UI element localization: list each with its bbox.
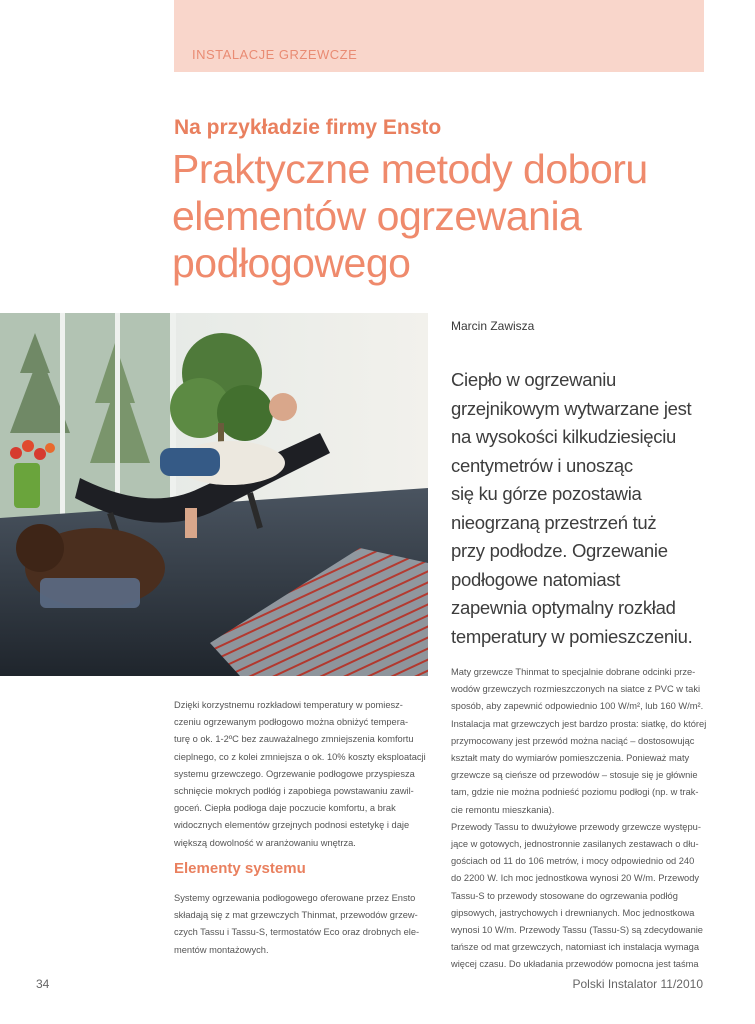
body-line: widocznych elementów grzejnych podnosi estetykę i daje	[174, 820, 410, 831]
body-line: tańsze od mat grzewczych, natomiast ich instalacja wymaga	[451, 942, 700, 953]
body-paragraph-intro	[174, 697, 428, 852]
lead-line: grzejnikowym wytwarzane jest	[451, 397, 692, 419]
body-paragraph-right	[451, 664, 713, 974]
body-line: Tassu-S to przewody stosowane do ogrzewania podłóg	[451, 890, 678, 901]
body-line: składają się z mat grzewczych Thinmat, przewodów grzew-	[174, 910, 418, 921]
body-line: Instalacja mat grzewczych jest bardzo prosta: siatkę, do której	[451, 718, 707, 729]
lead-paragraph	[451, 366, 721, 651]
body-line: tam, gdzie nie można podnieść poziomu podłogi (np. w trak-	[451, 787, 699, 798]
article-photo	[0, 313, 428, 676]
body-line: więcej czasu. Do układania przewodów pomocna jest taśma	[451, 959, 699, 970]
title-line: Praktyczne metody doboru	[172, 146, 648, 192]
body-line: turę o ok. 1-2ºC bez zauważalnego zmniejszenia komfortu	[174, 734, 414, 745]
body-line: gościach od 11 do 106 metrów, i mocy odpowiednio od 240	[451, 856, 695, 867]
lead-line: Ciepło w ogrzewaniu	[451, 369, 617, 390]
section-subheading: Elementy systemu	[174, 860, 306, 877]
lead-line: temperatury w pomieszczeniu.	[451, 625, 693, 647]
lead-line: na wysokości kilkudziesięciu	[451, 426, 677, 447]
body-line: Przewody Tassu to dwużyłowe przewody grzewcze występu-	[451, 821, 701, 832]
body-line: większą dowolność w aranżowaniu wnętrza.	[174, 837, 356, 848]
body-line: cieplnego, co z kolei zmniejsza o ok. 10% koszty eksploatacji	[174, 751, 426, 762]
body-line: czeniu ogrzewanym podłogowo można obniżyć tempera-	[174, 717, 409, 728]
article-title	[172, 146, 712, 287]
body-line: gipsowych, jastrychowych i drewnianych. Moc jednostkowa	[451, 907, 695, 918]
body-line: wynosi 10 W/m. Przewody Tassu (Tassu-S) są zdecydowanie	[451, 925, 703, 936]
body-line: do 2200 W. Ich moc jednostkowa wynosi 20 W/m. Przewody	[451, 873, 700, 884]
lead-line: centymetrów i unosząc	[451, 454, 633, 476]
body-line: systemu grzewczego. Ogrzewanie podłogowe przyspiesza	[174, 768, 415, 779]
author-name: Marcin Zawisza	[451, 319, 535, 333]
body-paragraph-elements	[174, 890, 428, 959]
body-line: jące w gotowych, jednostronnie zasilanych zestawach o dłu-	[451, 839, 699, 850]
page-number: 34	[36, 977, 50, 991]
journal-issue: Polski Instalator 11/2010	[572, 977, 703, 991]
body-line: przymocowany jest przewód można naciąć – dostosowując	[451, 735, 695, 746]
title-line: podłogowego	[172, 240, 411, 286]
lead-line: przy podłodze. Ogrzewanie	[451, 540, 668, 561]
lead-line: zapewnia optymalny rozkład	[451, 597, 676, 618]
body-line: czych Tassu i Tassu-S, termostatów Eco oraz drobnych ele-	[174, 927, 420, 938]
lead-line: się ku górze pozostawia	[451, 483, 642, 504]
body-line: wodów grzewczych rozmieszczonych na siatce z PVC w taki	[451, 684, 701, 695]
article-kicker: Na przykładzie firmy Ensto	[174, 116, 442, 139]
body-line: mentów montażowych.	[174, 944, 269, 955]
body-line: grzewcze są cieńsze od przewodów – stosuje się je głównie	[451, 770, 698, 781]
body-line: Systemy ogrzewania podłogowego oferowane przez Ensto	[174, 893, 416, 903]
body-line: cie remontu mieszkania).	[451, 804, 555, 815]
section-label: INSTALACJE GRZEWCZE	[192, 47, 358, 62]
body-line: kształt maty do wymiarów pomieszczenia. Ponieważ maty	[451, 753, 690, 764]
lead-line: nieogrzaną przestrzeń tuż	[451, 511, 657, 533]
body-line: goceń. Ciepła podłoga daje poczucie komfortu, a brak	[174, 803, 396, 814]
body-line: Dzięki korzystnemu rozkładowi temperatury w pomiesz-	[174, 700, 403, 710]
body-line: schnięcie mokrych podłóg i zapobiega powstawaniu zawil-	[174, 786, 414, 797]
body-line: Maty grzewcze Thinmat to specjalnie dobrane odcinki prze-	[451, 667, 696, 677]
body-line: sposób, aby zapewnić odpowiednio 100 W/m², lub 160 W/m².	[451, 701, 704, 712]
title-line: elementów ogrzewania	[172, 193, 582, 239]
lead-line: podłogowe natomiast	[451, 568, 621, 590]
